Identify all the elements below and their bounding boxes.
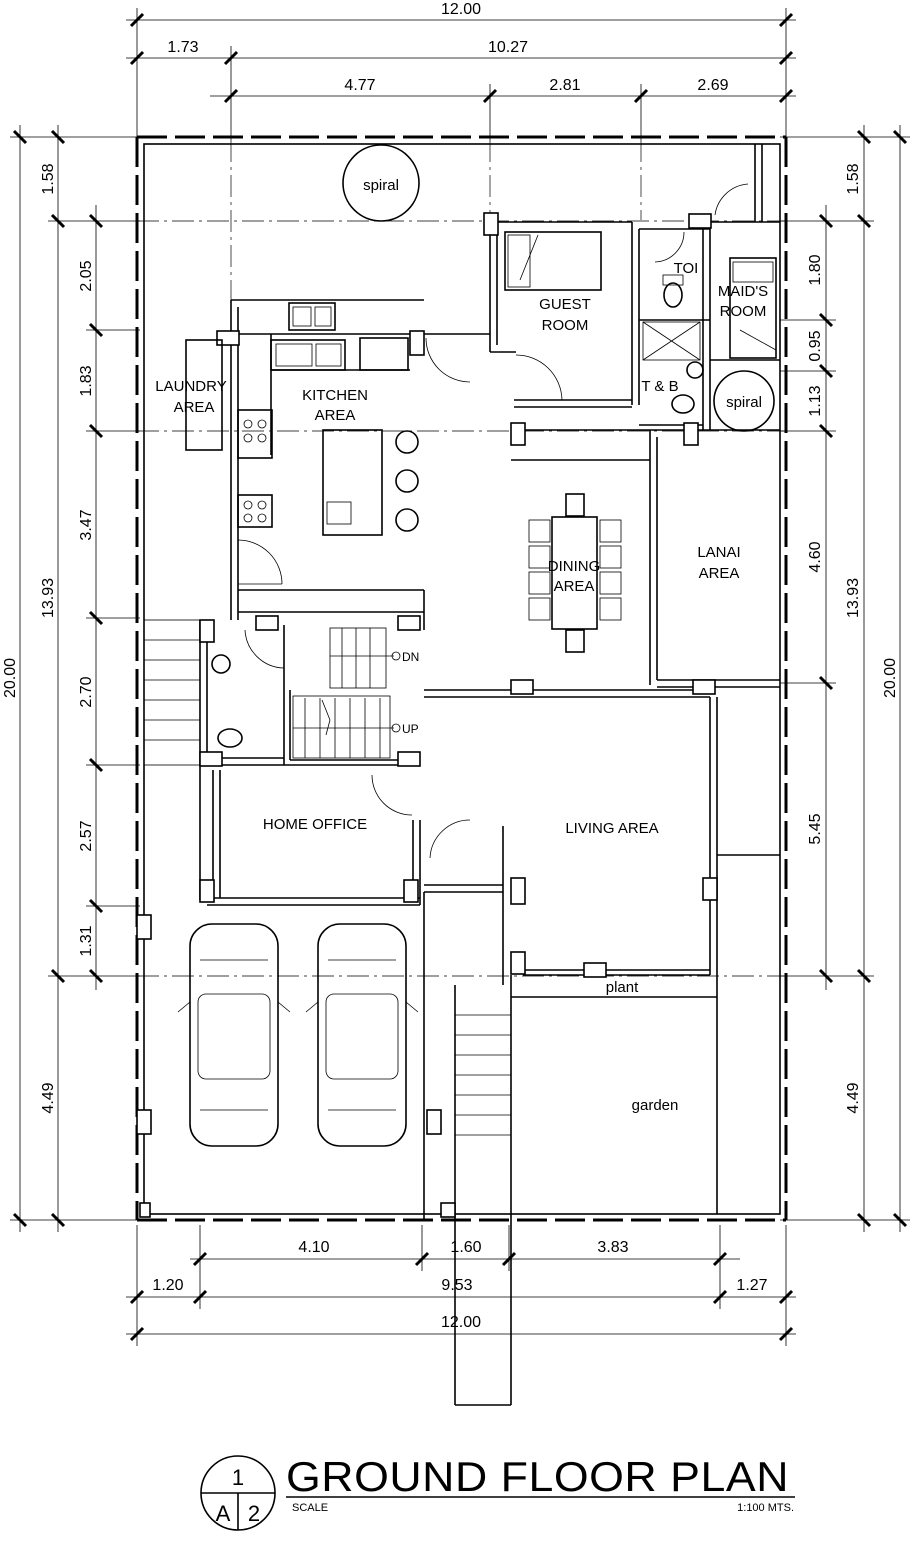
title-block [201, 1453, 795, 1530]
dim-left-inner-3: 3.47 [78, 509, 95, 541]
dim-left-inner-1: 2.05 [78, 260, 95, 292]
dim-left-outer-2: 13.93 [40, 577, 57, 619]
dim-bottom-3: 3.83 [597, 1239, 629, 1256]
label-spiral-top: spiral [363, 177, 399, 194]
walls [200, 144, 780, 1405]
columns [137, 213, 717, 1217]
label-garden: garden [631, 1097, 679, 1114]
marker-left: A [215, 1501, 231, 1526]
entry-stair [455, 1015, 511, 1135]
top-dimensions [126, 1, 796, 140]
dim-right-inner-1: 1.80 [807, 254, 824, 286]
dim-left-overall: 20.00 [2, 657, 19, 699]
scale-value: 1:100 MTS. [737, 1502, 794, 1514]
label-stair-dn: DN [402, 650, 420, 664]
label-lanai-1: LANAI [697, 544, 741, 561]
label-stair-up: UP [402, 722, 419, 736]
label-plant: plant [605, 979, 639, 996]
left-dimensions [2, 125, 140, 1232]
dim-left-outer-1: 1.58 [40, 163, 57, 195]
dim-left-inner-4: 2.70 [78, 676, 95, 708]
label-lanai-2: AREA [698, 565, 740, 582]
dim-bottom-6: 1.27 [736, 1277, 768, 1294]
car-right [306, 924, 418, 1146]
dim-right-overall: 20.00 [882, 657, 899, 699]
label-dining-2: AREA [553, 578, 595, 595]
dim-bottom-5: 9.53 [441, 1277, 473, 1294]
dim-right-outer-1: 1.58 [845, 163, 862, 195]
marker-top: 1 [231, 1465, 245, 1490]
label-guest-2: ROOM [541, 317, 589, 334]
dim-bottom-1: 4.10 [298, 1239, 330, 1256]
dim-right-inner-4: 4.60 [807, 541, 824, 573]
dim-left-inner-6: 1.31 [78, 925, 95, 957]
marker-right: 2 [247, 1501, 261, 1526]
dim-right-outer-3: 4.49 [845, 1082, 862, 1114]
label-laundry-2: AREA [173, 399, 215, 416]
dim-bottom-2: 1.60 [450, 1239, 482, 1256]
dim-top-1: 1.73 [167, 39, 199, 56]
dim-top-4: 2.81 [549, 77, 581, 94]
dim-top-5: 2.69 [697, 77, 729, 94]
dim-left-inner-5: 2.57 [78, 820, 95, 852]
room-labels [155, 177, 768, 1114]
car-left [178, 924, 290, 1146]
label-toilet: TOI [673, 260, 699, 277]
dim-top-2: 10.27 [487, 39, 529, 56]
dim-right-inner-3: 1.13 [807, 385, 824, 417]
label-kitchen-1: KITCHEN [302, 387, 368, 404]
dim-right-inner-2: 0.95 [807, 330, 824, 362]
label-guest-1: GUEST [539, 296, 591, 313]
label-home-office: HOME OFFICE [262, 816, 368, 833]
right-dimensions [780, 125, 910, 1232]
scale-label: SCALE [292, 1502, 329, 1514]
dim-right-inner-5: 5.45 [807, 813, 824, 845]
fixtures [144, 145, 776, 1135]
dim-top-3: 4.77 [344, 77, 376, 94]
label-dining-1: DINING [547, 558, 601, 575]
label-tb: T & B [641, 378, 679, 395]
label-laundry-1: LAUNDRY [155, 378, 227, 395]
dim-top-overall: 12.00 [440, 1, 482, 18]
bottom-dimensions [126, 1225, 796, 1346]
side-stair [144, 620, 200, 765]
dim-left-inner-2: 1.83 [78, 365, 95, 397]
label-spiral-right: spiral [726, 394, 762, 411]
dim-bottom-4: 1.20 [152, 1277, 184, 1294]
dim-right-outer-2: 13.93 [845, 577, 862, 619]
label-maids-1: MAID'S [717, 283, 769, 300]
drawing-title: GROUND FLOOR PLAN [286, 1453, 789, 1500]
dim-bottom-overall: 12.00 [440, 1314, 482, 1331]
label-kitchen-2: AREA [314, 407, 356, 424]
label-living: LIVING AREA [565, 820, 659, 837]
dim-left-outer-3: 4.49 [40, 1082, 57, 1114]
label-maids-2: ROOM [719, 303, 767, 320]
